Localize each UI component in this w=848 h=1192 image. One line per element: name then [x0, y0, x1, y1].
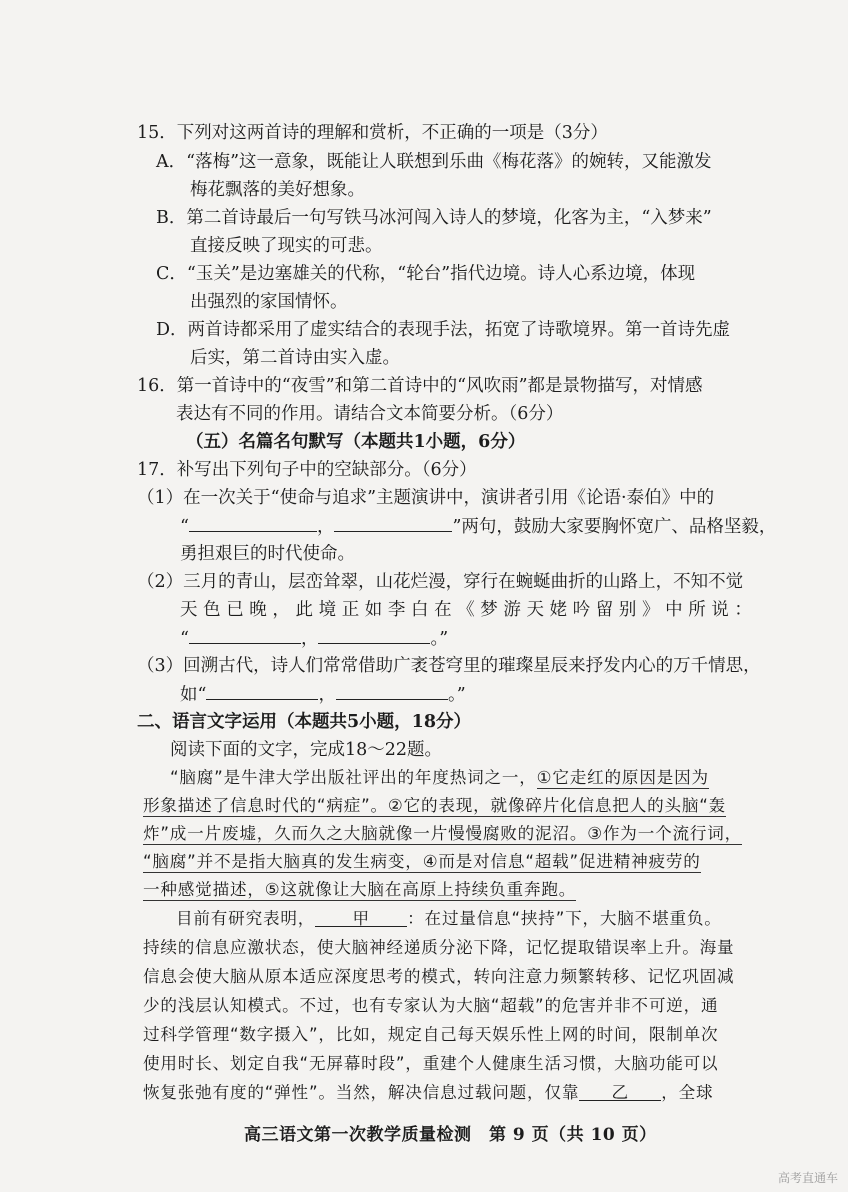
q15-option-a: A．“落梅”这一意象，既能让人联想到乐曲《梅花落》的婉转，又能激发: [156, 152, 712, 172]
q17-part2: （2）三月的青山，层峦耸翠，山花烂漫，穿行在蜿蜒曲折的山路上，不知不觉: [137, 572, 744, 592]
q15-option-b: B．第二首诗最后一句写铁马冰河闯入诗人的梦境，化客为主，“入梦来”: [156, 208, 712, 228]
page-footer: 高三语文第一次教学质量检测 第 9 页（共 10 页）: [244, 1125, 657, 1145]
section-five-heading: （五）名篇名句默写（本题共1小题，6分）: [186, 432, 526, 452]
q17-part1-blanks: [180, 514, 776, 539]
passage-p1-line2: [143, 794, 726, 818]
section-two-heading: 二、语言文字运用（本题共5小题，18分）: [137, 712, 472, 732]
passage-p2-line6: 使用时长、划定自我“无屏幕时段”，重建个人健康生活习惯，大脑功能可以: [143, 1054, 719, 1073]
blank-3[interactable]: [189, 626, 301, 644]
quote-open: “: [180, 629, 189, 649]
underlined-text: “脑腐”并不是指大脑真的发生病变，④而是对信息“超载”促进精神疲劳的: [143, 852, 701, 871]
q15-option-b-cont: 直接反映了现实的可悲。: [190, 236, 383, 256]
q16-stem: 16．第一首诗中的“夜雪”和第二首诗中的“风吹雨”都是景物描写，对情感: [137, 376, 703, 396]
passage-p2-line7: [143, 1081, 713, 1105]
blank-1[interactable]: [189, 514, 317, 532]
q15-stem: 15．下列对这两首诗的理解和赏析，不正确的一项是（3分）: [137, 123, 608, 143]
q17-part2-blanks: [180, 626, 448, 651]
q15-option-c: C．“玉关”是边塞雄关的代称，“轮台”指代边境。诗人心系边境，体现: [156, 264, 696, 284]
blank-yi[interactable]: 乙: [579, 1081, 661, 1101]
blank-6[interactable]: [336, 682, 448, 700]
underlined-text: ①它走红的原因是因为: [536, 768, 709, 787]
q16-stem-cont: 表达有不同的作用。请结合文本简要分析。（6分）: [176, 404, 564, 424]
q15-option-c-cont: 出强烈的家国情怀。: [190, 292, 348, 312]
comma: ，: [318, 685, 336, 705]
quote-open: “: [180, 517, 189, 537]
underlined-text: 炸”成一片废墟，久而久之大脑就像一片慢慢腐败的泥沼。③作为一个流行词，: [143, 824, 743, 843]
q17-part1: （1）在一次关于“使命与追求”主题演讲中，演讲者引用《论语·泰伯》中的: [137, 488, 715, 508]
q17-part3-blanks: [180, 682, 466, 707]
watermark: 高考直通车: [777, 1171, 838, 1185]
q15-option-a-cont: 梅花飘落的美好想象。: [190, 180, 365, 200]
quote-open: 如“: [180, 685, 207, 705]
reading-intro: 阅读下面的文字，完成18～22题。: [170, 740, 443, 760]
blank-jia[interactable]: 甲: [315, 907, 407, 927]
passage-p1-line4: [143, 850, 701, 874]
passage-p2-line4: 少的浅层认知模式。不过，也有专家认为大脑“超载”的危害并非不可逆，通: [143, 996, 719, 1015]
passage-p1-line3: [143, 822, 742, 846]
passage-p2-line2: 持续的信息应激状态，使大脑神经递质分泌下降，记忆提取错误率上升。海量: [143, 938, 735, 957]
blank-2[interactable]: [334, 514, 452, 532]
q17-part3: （3）回溯古代，诗人们常常借助广袤苍穹里的璀璨星辰来抒发内心的万千情思，: [137, 656, 761, 676]
q15-option-d: D．两首诗都采用了虚实结合的表现手法，拓宽了诗歌境界。第一首诗先虚: [156, 320, 731, 340]
comma: ，: [316, 517, 335, 537]
quote-tail: 。”: [430, 629, 449, 649]
underlined-text: 一种感觉描述，⑤这就像让大脑在高原上持续负重奔跑。: [143, 880, 577, 899]
comma: ，: [300, 629, 319, 649]
q17-part2-cont: 天色已晚，此境正如李白在《梦游天姥吟留别》中所说：: [180, 600, 758, 620]
q15-option-d-cont: 后实，第二首诗由实入虚。: [190, 348, 400, 368]
passage-text: “脑腐”是牛津大学出版社评出的年度热词之一，: [170, 768, 537, 787]
passage-text: 恢复张弛有度的“弹性”。当然，解决信息过载问题，仅靠: [143, 1083, 580, 1102]
q17-stem: 17．补写出下列句子中的空缺部分。（6分）: [137, 460, 477, 480]
passage-p2-line3: 信息会使大脑从原本适应深度思考的模式，转向注意力频繁转移、记忆巩固减: [143, 967, 735, 986]
passage-p1-line1: [170, 766, 709, 790]
quote-tail: ”两句，鼓励大家要胸怀宽广、品格坚毅，: [452, 517, 777, 537]
quote-tail: 。”: [447, 685, 466, 705]
blank-4[interactable]: [318, 626, 430, 644]
passage-text: 目前有研究表明，: [176, 909, 316, 928]
passage-text: ，全球: [661, 1083, 714, 1102]
passage-p2-line1: [176, 907, 722, 931]
passage-p2-line5: 过科学管理“数字摄入”，比如，规定自己每天娱乐性上网的时间，限制单次: [143, 1025, 719, 1044]
passage-text: ：在过量信息“挟持”下，大脑不堪重负。: [407, 909, 722, 928]
blank-5[interactable]: [206, 682, 318, 700]
passage-p1-line5: [143, 878, 576, 902]
q17-part1-cont: 勇担艰巨的时代使命。: [180, 544, 355, 564]
underlined-text: 形象描述了信息时代的“病症”。②它的表现，就像碎片化信息把人的头脑“轰: [143, 796, 727, 815]
